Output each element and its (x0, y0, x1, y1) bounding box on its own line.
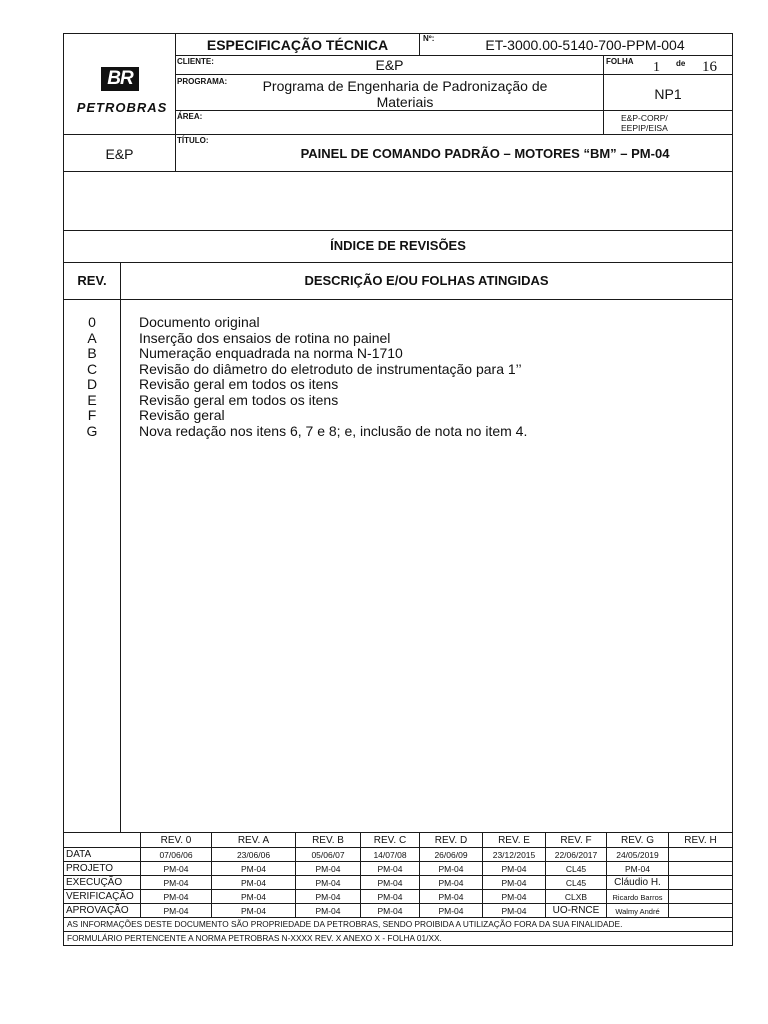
table-cell: 23/12/2015 (492, 850, 536, 860)
area-label: ÁREA: (177, 112, 203, 121)
table-cell: PM-04 (438, 906, 464, 916)
revision-descriptions (139, 315, 729, 439)
table-cell: PM-04 (163, 878, 189, 888)
table-cell: PM-04 (315, 906, 341, 916)
table-cell: PM-04 (377, 864, 403, 874)
list-item: E (87, 391, 97, 408)
petrobras-logo (66, 60, 174, 120)
logo-name: PETROBRAS (76, 100, 168, 115)
col-rev-a: REV. A (237, 835, 270, 846)
list-item: Revisão geral (139, 407, 225, 423)
table-cell: CLXB (564, 892, 588, 902)
sheet-label: FOLHA (606, 57, 634, 66)
description-column-header: DESCRIÇÃO E/OU FOLHAS ATINGIDAS (304, 273, 549, 288)
row-label-verificacao: VERIFICAÇÃO (66, 891, 134, 902)
table-cell: PM-04 (315, 864, 341, 874)
table-cell: 26/06/09 (434, 850, 468, 860)
table-cell: PM-04 (240, 878, 267, 888)
table-cell: PM-04 (438, 878, 464, 888)
list-item: G (86, 422, 98, 439)
list-item: B (87, 345, 97, 361)
table-cell: PM-04 (501, 892, 527, 902)
program-label: PROGRAMA: (177, 77, 228, 86)
document-number: ET-3000.00-5140-700-PPM-004 (485, 37, 685, 53)
table-cell: PM-04 (315, 878, 341, 888)
table-cell: CL45 (565, 878, 587, 888)
table-cell: CL45 (565, 864, 587, 874)
program-line-2: Materiais (376, 94, 434, 110)
list-item: Revisão geral em todos os itens (139, 376, 339, 392)
client-value: E&P (375, 57, 404, 73)
table-cell: PM-04 (438, 864, 464, 874)
table-cell: 05/06/07 (311, 850, 345, 860)
col-rev-g: REV. G (621, 835, 654, 846)
area-line-1: E&P-CORP/ (621, 113, 668, 123)
list-item: Revisão geral em todos os itens (139, 391, 339, 408)
doc-type: ESPECIFICAÇÃO TÉCNICA (206, 37, 389, 53)
number-label: Nº: (423, 34, 435, 43)
table-cell: PM-04 (501, 906, 527, 916)
table-cell: Cláudio H. (614, 877, 661, 888)
table-cell: PM-04 (163, 864, 189, 874)
program-code: NP1 (654, 86, 682, 102)
table-cell: UO-RNCE (552, 905, 600, 916)
list-item: Revisão do diâmetro do eletroduto de instrumentação para 1’’ (139, 360, 522, 377)
form-reference: FORMULÁRIO PERTENCENTE A NORMA PETROBRAS N-XXXX REV. X ANEXO X - FOLHA 01/XX. (67, 933, 442, 943)
col-rev-c: REV. C (373, 835, 407, 846)
table-cell: Walmy André (615, 907, 660, 916)
col-rev-b: REV. B (312, 835, 344, 846)
left-unit: E&P (105, 146, 134, 162)
table-cell: PM-04 (377, 892, 403, 902)
table-cell: PM-04 (377, 906, 403, 916)
list-item: 0 (88, 314, 96, 330)
table-cell: 14/07/08 (373, 850, 407, 860)
table-cell: 24/05/2019 (616, 850, 659, 860)
list-item: Numeração enquadrada na norma N-1710 (139, 345, 403, 361)
table-cell: 07/06/06 (159, 850, 193, 860)
row-label-execucao: EXECUÇÃO (66, 877, 123, 888)
table-cell: 23/06/06 (236, 850, 271, 860)
revision-codes (64, 315, 120, 439)
program-line-1: Programa de Engenharia de Padronização de (262, 78, 548, 94)
table-cell: PM-04 (315, 892, 341, 902)
table-cell: PM-04 (438, 892, 464, 902)
table-cell: PM-04 (163, 892, 189, 902)
br-logo-mark: BR (101, 67, 139, 91)
document-title: PAINEL DE COMANDO PADRÃO – MOTORES “BM” – PM-04 (300, 146, 670, 161)
col-rev-f: REV. F (560, 835, 592, 846)
row-label-data: DATA (66, 849, 92, 860)
table-cell: Ricardo Barros (612, 893, 663, 902)
col-rev-e: REV. E (498, 835, 530, 846)
list-item: C (86, 360, 98, 377)
col-rev-d: REV. D (434, 835, 468, 846)
list-item: A (87, 329, 97, 346)
list-item: D (86, 376, 98, 392)
client-label: CLIENTE: (177, 57, 214, 66)
sheet-of: de (676, 59, 686, 68)
table-cell: PM-04 (501, 864, 527, 874)
list-item: F (87, 407, 97, 423)
table-cell: PM-04 (624, 864, 651, 874)
table-cell: PM-04 (377, 878, 403, 888)
sheet-total: 16 (702, 59, 717, 75)
area-line-2: EEPIP/EISA (621, 123, 668, 133)
sheet-number: 1 (653, 60, 660, 75)
col-rev-0: REV. 0 (160, 835, 192, 846)
rev-column-header: REV. (77, 273, 107, 288)
row-label-projeto: PROJETO (66, 863, 114, 874)
title-label: TÍTULO: (177, 136, 209, 145)
row-label-aprovacao: APROVAÇÃO (66, 905, 129, 916)
revision-index-heading: ÍNDICE DE REVISÕES (330, 238, 466, 253)
table-cell: PM-04 (240, 892, 267, 902)
table-cell: PM-04 (240, 864, 267, 874)
table-cell: PM-04 (240, 906, 267, 916)
list-item: Nova redação nos itens 6, 7 e 8; e, inclusão de nota no item 4. (139, 422, 528, 439)
table-cell: PM-04 (163, 906, 189, 916)
property-notice: AS INFORMAÇÕES DESTE DOCUMENTO SÃO PROPRIEDADE DA PETROBRAS, SENDO PROIBIDA A UTILIZAÇÃO FORA DA SUA FINALIDADE. (67, 919, 623, 929)
list-item: Inserção dos ensaios de rotina no painel (139, 329, 391, 346)
col-rev-h: REV. H (684, 835, 717, 846)
table-cell: PM-04 (501, 878, 527, 888)
list-item: Documento original (139, 314, 260, 330)
table-cell: 22/06/2017 (554, 850, 598, 860)
